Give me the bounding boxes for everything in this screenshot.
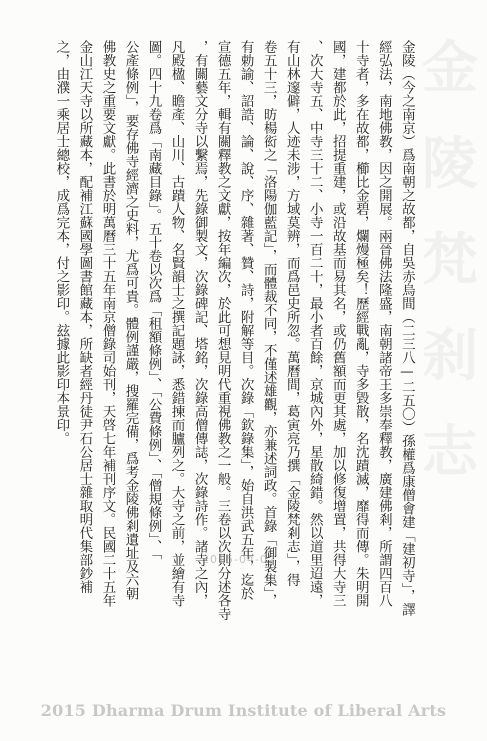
text-column: 宣德五年，輯有關釋教之文獻，按年編次，於此可想見明代重視佛教之一般。三卷以次則分述各寺	[214, 40, 231, 621]
text-column: 公產條例」，要存佛寺經濟之史料，尤爲可貴。體例謹嚴，搜羅完備，爲考金陵佛剎遺址及六朝	[122, 40, 139, 601]
text-column: 、次大寺五、中寺三十二、小寺一百二十，最小者百餘，京城內外，星散綺錯。然以道里迢遠，	[306, 40, 323, 607]
text-column: ，有關藝文分寺以繫焉，先錄御製文，次錄碑記、塔銘，次錄高僧傳誌，次錄詩作。諸寺之內，	[191, 40, 208, 607]
watermark-char: 梵	[422, 227, 478, 293]
vertical-text-block	[54, 40, 414, 682]
text-column: 佛教史之重要文獻。此書於明萬曆三十五年南京僧錄司始刊，天啓七年補刊序文。民國二十五年	[99, 40, 116, 607]
text-column: 之，由濮一乘居士總校，成爲完本，付之影印。玆據此影印本景印。	[53, 40, 70, 445]
text-column: 十寺者，多在故都，櫛比金碧，爛熳極矣！歷經戰亂，寺多毀散，名沈蹟滅，靡得而傳。朱明開	[352, 40, 369, 607]
watermark-char: 陵	[422, 131, 478, 197]
footer-watermark: 2015 Dharma Drum Institute of Liberal Arts	[40, 701, 447, 720]
text-column: 凡殿楹、瞻產、山川、古蹟人物、名賢韻士之撰記題詠，悉錯揀而臚列之。大寺之前，並繪有寺	[168, 40, 185, 607]
text-column: 國，建都於此，招提重建，或沿故基而易其名，或仍舊額而更其處，加以修復增置，共得大寺三	[329, 40, 346, 607]
watermark-char: 刹	[422, 323, 478, 389]
text-column: 卷五十三，昉楊衒之「洛陽伽藍記」，而體裁不同，不僅述雄觀，亦兼述詞政。首錄「御製集」，	[260, 40, 277, 607]
text-column: 經弘法，南地佛教，因之開展。兩晉佛法隆盛，南朝諸帝王多崇奉釋教，廣建佛剎，所謂四百八	[375, 40, 392, 607]
text-column: 圖。四十九卷爲「南藏目錄」。五十卷以次爲「租額條例」、「公費條例」、「僧規條例」、「	[145, 40, 162, 560]
watermark-char: 志	[422, 419, 478, 485]
text-column: 金山江天寺以所藏本，配補江蘇國學圖書館藏本，所缺者經丹徒尹石公居士雜取明代集部鈔補	[76, 40, 93, 594]
watermark-char: 金	[422, 35, 478, 101]
text-column: 有勅諭、詔誥、論、說、序、雜著、贊、詩，附解等目。次錄「欽錄集」，始自洪武五年，迄於	[237, 40, 254, 601]
text-column: 金陵（今之南京）爲南朝之故都，自吳赤烏間（二三八—二五〇）孫權爲康僧會建「建初寺」，譯	[398, 40, 415, 617]
background-title-watermark	[418, 35, 482, 485]
text-column: 有山林邃僻，人迹未涉，方域莫辨，而爲邑史所忽。萬曆間，葛寅亮乃撰「金陵梵剎志」，得	[283, 40, 300, 587]
date-stamp: 2015-04-02	[202, 553, 276, 566]
